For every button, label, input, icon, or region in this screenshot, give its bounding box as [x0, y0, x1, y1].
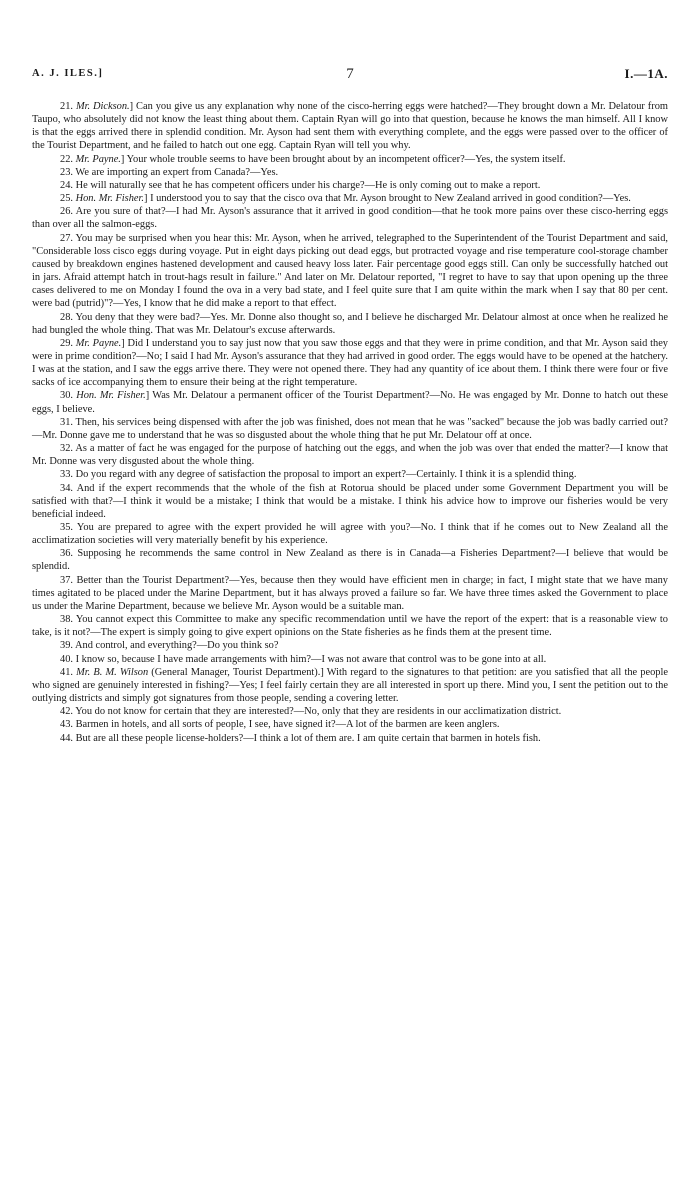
speaker-name: Mr. B. M. Wilson — [76, 666, 149, 678]
paragraph-text: (General Manager, Tourist Department).] With regard to the signatures to that petition: are you satisfied that all the people who signed are genuinely interested in fishing?—Yes; I feel fairly certain they are all interested in sport up there. Mind you, I sent the petition out to the outlying districts and simply got signatures from those people, sending a covering letter. — [32, 666, 668, 705]
question-number: 36. — [60, 548, 73, 560]
paper-reference: I.—1A. — [624, 66, 668, 81]
question-paragraph — [32, 718, 668, 731]
witness-name: A. J. ILES.] — [32, 68, 104, 79]
question-number: 28. — [60, 311, 73, 323]
paragraph-text: ] Your whole trouble seems to have been brought about by an incompetent officer?—Yes, the system itself. — [120, 153, 566, 165]
paragraph-text: You are prepared to agree with the expert provided he will agree with you?—No. I think that if he comes out to New Zealand all the acclimatization societies will very materially benefit by his experience. — [32, 522, 668, 547]
question-number: 38. — [60, 614, 73, 626]
page-header — [32, 66, 668, 82]
question-paragraph — [32, 639, 668, 652]
question-paragraph — [32, 166, 668, 179]
question-paragraph — [32, 311, 668, 337]
speaker-name: Mr. Dickson. — [75, 101, 130, 112]
paragraph-text: ] Did I understand you to say just now that you saw those eggs and that they were in prime condition, and that Mr. Ayson said they were in prime condition?—No; I said I had Mr. Ayson's assurance that they had arrived in good order. The eggs would have to be opened at the hatchery. I was at the station, and I saw the eggs arrive there. They were not opened there. They had any quantity of ice about them. I think there were four or five sacks of ice accompanying them to ensure their being at the right temperature. — [32, 337, 668, 389]
question-number: 42. — [60, 706, 73, 718]
page-number: 7 — [346, 66, 354, 82]
question-paragraph — [32, 574, 668, 613]
speaker-name: Hon. Mr. Fisher. — [76, 390, 146, 402]
paragraph-text: Then, his services being dispensed with after the job was finished, does not mean that he was "sacked" because the job was badly carried out?—Mr. Donne gave me to understand that he was so disgusted about the whole thing that he put Mr. Delatour off at once. — [32, 416, 668, 441]
paragraph-text: But are all these people license-holders?—I think a lot of them are. I am quite certain that barmen in hotels fish. — [75, 732, 541, 744]
question-paragraph — [32, 192, 668, 205]
paragraph-text: We are importing an expert from Canada?—Yes. — [75, 166, 279, 178]
question-number: 21. — [60, 101, 73, 112]
paragraph-text: He will naturally see that he has competent officers under his charge?—He is only coming out to make a report. — [75, 179, 541, 191]
question-paragraph — [32, 416, 668, 442]
question-number: 31. — [60, 416, 73, 428]
paragraph-text: Barmen in hotels, and all sorts of people, I see, have signed it?—A lot of the barmen are keen anglers. — [75, 719, 500, 731]
question-number: 35. — [60, 522, 73, 533]
question-paragraph — [32, 705, 668, 718]
question-paragraph — [32, 179, 668, 192]
question-paragraph — [32, 613, 668, 639]
question-paragraph — [32, 100, 668, 153]
question-number: 24. — [60, 179, 73, 191]
question-paragraph — [32, 547, 668, 573]
paragraph-text: As a matter of fact he was engaged for the purpose of hatching out the eggs, and when the job was over that ended the matter?—I know that Mr. Donne was very disgusted about the whole thing. — [32, 443, 668, 468]
paragraph-text: ] Was Mr. Delatour a permanent officer of the Tourist Department?—No. He was engaged by Mr. Donne to hatch out these eggs, I believe. — [32, 390, 669, 415]
question-number: 32. — [60, 443, 73, 455]
question-number: 39. — [60, 640, 73, 652]
question-number: 22. — [60, 153, 73, 165]
speaker-name: Mr. Payne. — [75, 337, 122, 349]
question-paragraph — [32, 442, 668, 468]
question-number: 27. — [60, 232, 73, 244]
question-paragraph — [32, 153, 668, 166]
paragraph-text: Supposing he recommends the same control in New Zealand as there is in Canada—a Fisheries Department?—I believe that would be splendid. — [32, 548, 668, 573]
paragraph-text: You may be surprised when you hear this: Mr. Ayson, when he arrived, telegraphed to the Superintendent of the Tourist Department and said, "Considerable loss cisco eggs during voyage. Put in eight days picking out dead eggs, but protracted voyage and rise temperature cool-storage chamber caused by breakdown engines hastened development and caused heavy loss later. Fair percentage good eggs still. Can only be successfully hatched out in jars. Afraid attempt hatch in trout-hags result in failure." And later on Mr. Delatour reported, "I regret to have to say that upon opening up the three cases delivered to me on Monday I found the ova in a very bad state, and I feel quite sure that I am quite within the mark when I say that 80 per cent. were bad (putrid)"?—Yes, I know that he did make a report to that effect. — [32, 232, 668, 310]
question-paragraph — [32, 666, 668, 705]
question-number: 37. — [60, 574, 73, 586]
paragraph-text: You cannot expect this Committee to make any specific recommendation until we have the report of the expert: that is a reasonable view to take, is it not?—The expert is simply going to give expert opinions on the State fisheries as he finds them at the present time. — [32, 614, 669, 639]
minutes-of-evidence — [32, 100, 668, 745]
paragraph-text: Do you regard with any degree of satisfaction the proposal to import an expert?—Certainly. I think it is a splendid thing. — [75, 469, 577, 481]
question-number: 25. — [60, 193, 73, 205]
question-paragraph — [32, 653, 668, 666]
speaker-name: Mr. Payne. — [75, 153, 121, 165]
question-paragraph — [32, 205, 668, 231]
speaker-name: Hon. Mr. Fisher. — [75, 193, 145, 205]
question-number: 23. — [60, 166, 73, 178]
question-paragraph — [32, 521, 668, 547]
question-number: 40. — [60, 653, 73, 665]
question-paragraph — [32, 732, 668, 745]
question-paragraph — [32, 337, 668, 390]
question-number: 26. — [60, 206, 73, 218]
question-number: 43. — [60, 719, 73, 731]
paragraph-text: And control, and everything?—Do you think so? — [75, 640, 279, 652]
question-paragraph — [32, 468, 668, 481]
paragraph-text: Are you sure of that?—I had Mr. Ayson's assurance that it arrived in good condition—that he took more pains over these cisco-herring eggs than over all the salmon-eggs. — [32, 206, 668, 231]
paragraph-text: Better than the Tourist Department?—Yes, because then they would have efficient men in charge; in fact, I might state that we have many times agitated to be placed under the Marine Department, but it has always proved a failure so far. We have three times asked the Government to place us under the Marine Department, because we believe Mr. Ayson would be a suitable man. — [32, 574, 668, 612]
question-number: 33. — [60, 469, 73, 481]
paragraph-text: You deny that they were bad?—Yes. Mr. Donne also thought so, and I believe he discharged Mr. Delatour almost at once when he realized he had bungled the whole thing. That was Mr. Delatour's excuse afterwards. — [32, 311, 668, 336]
paragraph-text: I know so, because I have made arrangements with him?—I was not aware that control was to be gone into at all. — [75, 653, 547, 665]
question-number: 29. — [60, 337, 73, 349]
paragraph-text: ] I understood you to say that the cisco ova that Mr. Ayson brought to New Zealand arrived in good condition?—Yes. — [144, 193, 631, 205]
question-paragraph — [32, 232, 668, 311]
paragraph-text: ] Can you give us any explanation why none of the cisco-herring eggs were hatched?—They brought down a Mr. Delatour from Taupo, who absolutely did not know the least thing about them. Captain Ryan will go into that question, because he knows the man himself. All I know is that the eggs arrived there in splendid condition. Mr. Ayson had sent them with everything complete, and the eggs were passed over to the officer of the Tourist Department, and he failed to hatch out one egg. Captain Ryan will tell you why. — [32, 101, 668, 152]
question-number: 44. — [60, 732, 73, 744]
question-paragraph — [32, 389, 668, 415]
question-number: 34. — [60, 482, 73, 494]
paragraph-text: You do not know for certain that they are interested?—No, only that they are residents in our acclimatization district. — [75, 706, 562, 718]
question-paragraph — [32, 482, 668, 521]
question-number: 41. — [60, 666, 73, 678]
paragraph-text: And if the expert recommends that the whole of the fish at Rotorua should be placed under some Government Department you will be satisfied with that?—I think it would be a mistake; I think that would be a mistake. I think his advice how to improve our fisheries would be very beneficial indeed. — [32, 482, 668, 520]
question-number: 30. — [60, 390, 73, 402]
